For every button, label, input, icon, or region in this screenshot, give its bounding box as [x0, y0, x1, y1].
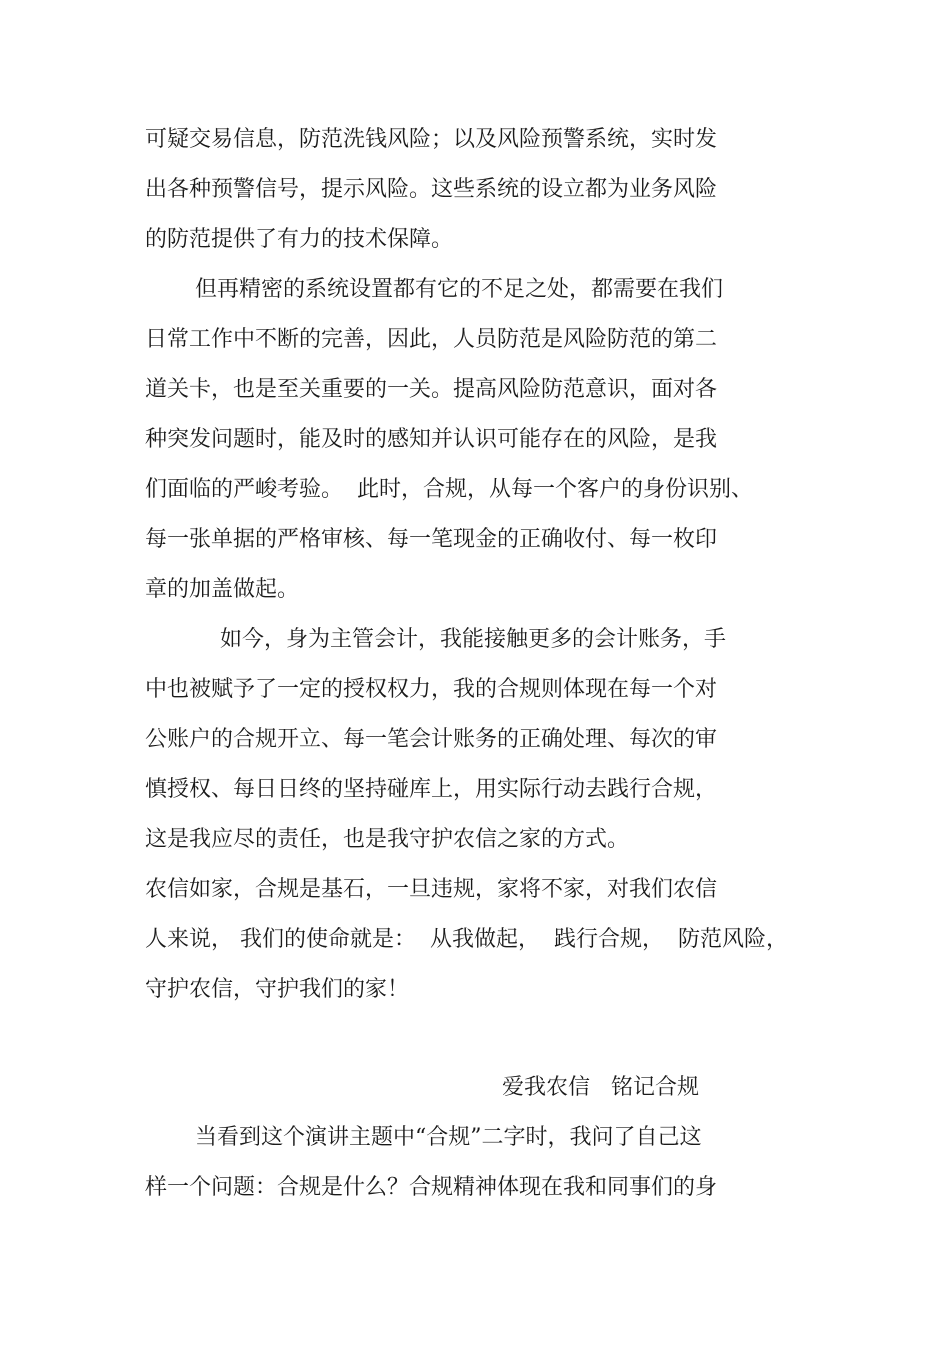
text-line: 样一个问题：合规是什么？合规精神体现在我和同事们的身 [145, 1175, 718, 1200]
text-line: 人来说， 我们的使命就是： 从我做起， 践行合规， 防范风险， [145, 927, 788, 952]
text-line: 这是我应尽的责任，也是我守护农信之家的方式。 [145, 827, 630, 852]
text-line: 可疑交易信息，防范洗钱风险；以及风险预警系统，实时发 [145, 127, 718, 152]
paragraph-first-line: 当看到这个演讲主题中“合规”二字时，我问了自己这 [195, 1125, 702, 1150]
text-line: 的防范提供了有力的技术保障。 [145, 227, 454, 252]
text-line: 出各种预警信号，提示风险。这些系统的设立都为业务风险 [145, 177, 718, 202]
text-line: 慎授权、每日日终的坚持碰库上，用实际行动去践行合规， [145, 777, 718, 802]
text-line: 种突发问题时，能及时的感知并认识可能存在的风险，是我 [145, 427, 718, 452]
text-line: 章的加盖做起。 [145, 577, 300, 602]
text-line: 每一张单据的严格审核、每一笔现金的正确收付、每一枚印 [145, 527, 718, 552]
text-line: 公账户的合规开立、每一笔会计账务的正确处理、每次的审 [145, 727, 718, 752]
text-line: 们面临的严峻考验。 此时，合规，从每一个客户的身份识别、 [145, 477, 753, 502]
section-title: 爱我农信 铭记合规 [502, 1075, 699, 1100]
text-line: 日常工作中不断的完善，因此，人员防范是风险防范的第二 [145, 327, 718, 352]
text-line: 中也被赋予了一定的授权权力，我的合规则体现在每一个对 [145, 677, 718, 702]
text-line: 农信如家，合规是基石，一旦违规，家将不家，对我们农信 [145, 877, 718, 902]
text-line: 守护农信，守护我们的家！ [145, 977, 410, 1002]
paragraph-first-line: 如今，身为主管会计，我能接触更多的会计账务，手 [220, 627, 727, 652]
text-line: 道关卡，也是至关重要的一关。提高风险防范意识，面对各 [145, 377, 718, 402]
paragraph-first-line: 但再精密的系统设置都有它的不足之处，都需要在我们 [195, 277, 724, 302]
